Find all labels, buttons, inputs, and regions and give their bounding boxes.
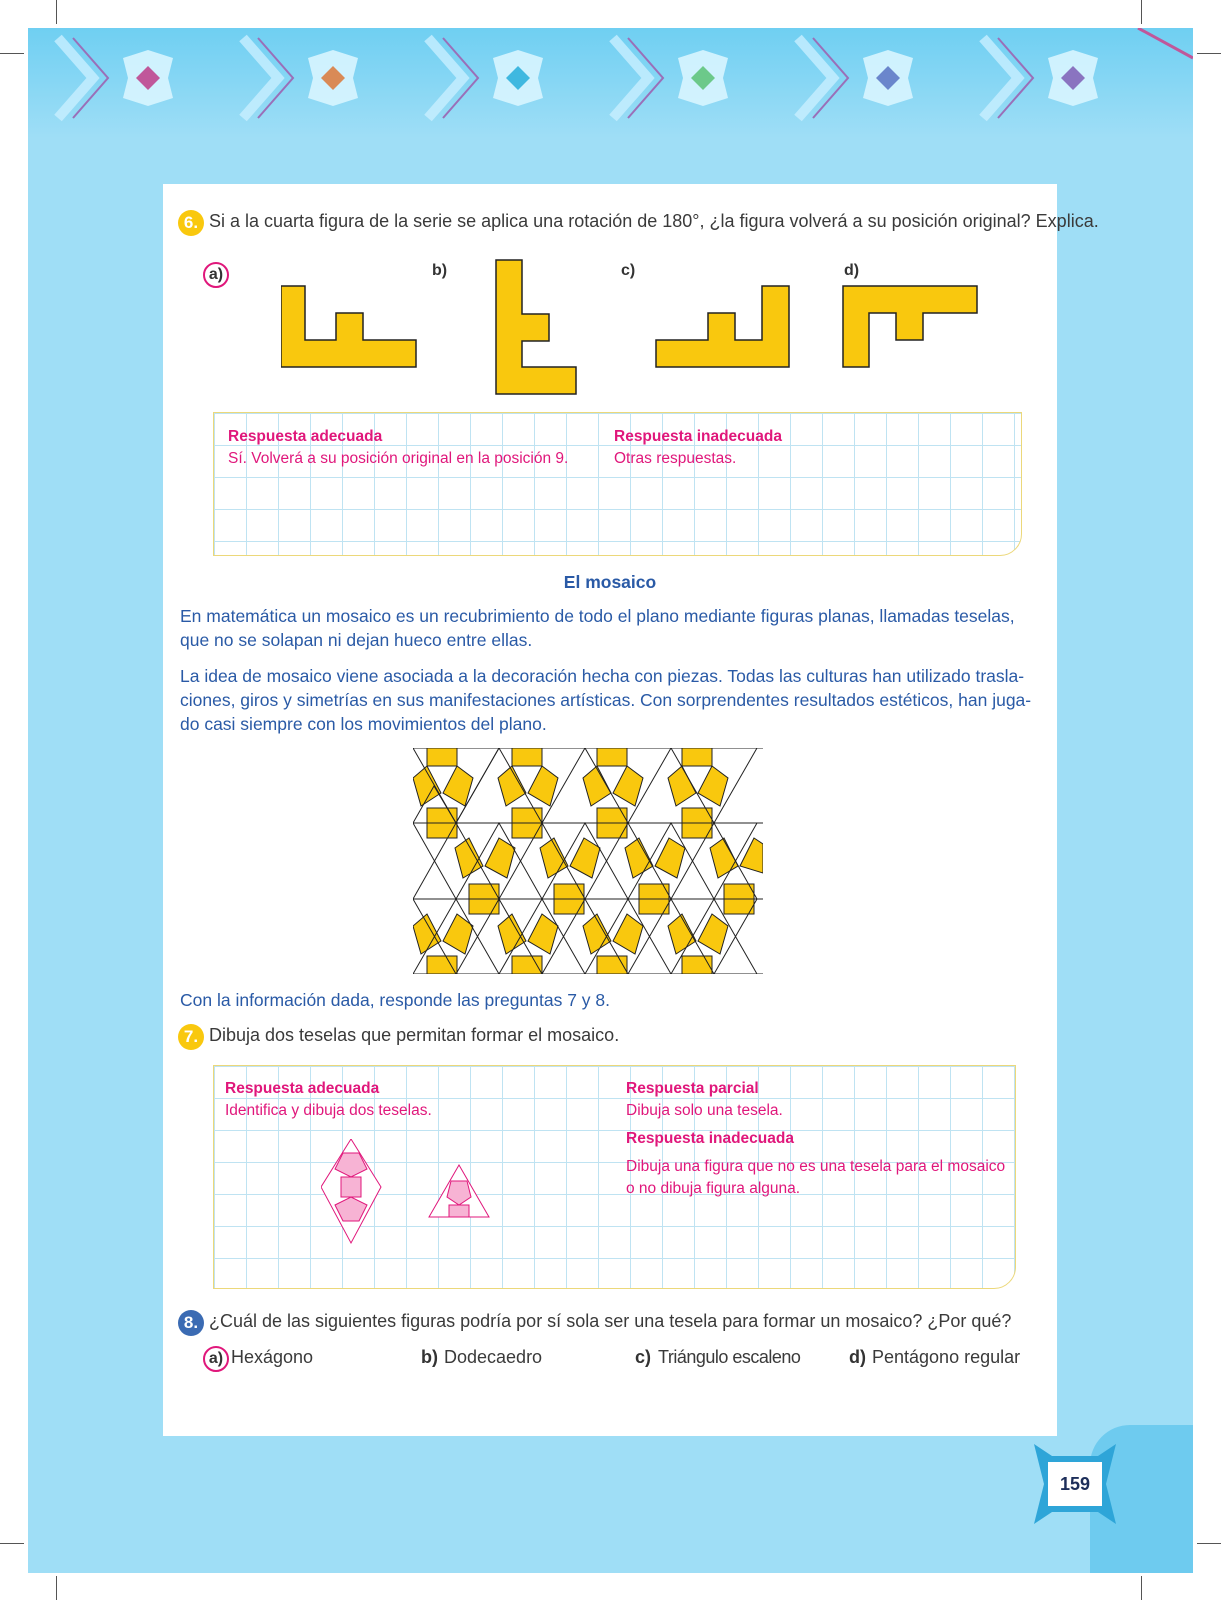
question-8-badge: 8. <box>178 1310 204 1336</box>
option-b[interactable]: b) <box>432 262 448 279</box>
rotation-figures <box>281 249 1001 399</box>
q8-option-d-text[interactable]: Pentágono regular <box>872 1347 1021 1367</box>
q6-inadequate-title: Respuesta inadecuada <box>614 428 782 445</box>
q8-option-c-text[interactable]: Triángulo escaleno <box>658 1347 801 1367</box>
q6-inadequate-text: Otras respuestas. <box>614 450 737 467</box>
option-c[interactable]: c) <box>621 262 636 279</box>
decorative-banner <box>28 28 1193 138</box>
q7-inadequate-title: Respuesta inadecuada <box>626 1130 794 1147</box>
page-number: 159 <box>1059 1474 1091 1494</box>
q8-option-d-letter[interactable]: d) <box>849 1347 866 1367</box>
question-7-text: Dibuja dos teselas que permitan formar el mosaico. <box>209 1025 620 1045</box>
instructions-text: Con la información dada, responde las preguntas 7 y 8. <box>180 990 610 1010</box>
q8-option-b-letter[interactable]: b) <box>421 1347 438 1367</box>
mosaic-illustration <box>413 748 763 974</box>
figure-d <box>843 286 977 367</box>
question-7-badge: 7. <box>178 1024 204 1050</box>
option-a-selected[interactable]: a) <box>203 262 229 288</box>
q7-inadequate-text: Dibuja una figura que no es una tesela para el mosaico o no dibuja figura alguna. <box>626 1158 1006 1197</box>
figure-c <box>656 286 789 367</box>
q8-option-a-text[interactable]: Hexágono <box>231 1347 314 1367</box>
mosaic-paragraph-2: La idea de mosaico viene asociada a la decoración hecha con piezas. Todas las culturas han utilizado trasla-ciones, giros y simetrías en sus manifestaciones artísticas. Con sorprendentes resultados estéticos, han juga-do casi siempre con los movimientos del plano. <box>180 666 1032 734</box>
tessellation-drawings <box>321 1139 501 1249</box>
option-d[interactable]: d) <box>844 262 860 279</box>
q8-option-b-text[interactable]: Dodecaedro <box>444 1347 543 1367</box>
q7-partial-text: Dibuja solo una tesela. <box>626 1102 783 1119</box>
figure-a <box>281 286 416 367</box>
section-title: El mosaico <box>563 572 657 592</box>
mosaic-paragraph-1: En matemática un mosaico es un recubrimiento de todo el plano mediante figuras planas, llamadas teselas, que no se solapan ni dejan hueco entre ellas. <box>180 606 1015 650</box>
q7-adequate-title: Respuesta adecuada <box>225 1080 380 1097</box>
figure-b <box>496 260 576 394</box>
q7-adequate-text: Identifica y dibuja dos teselas. <box>225 1102 432 1119</box>
q7-partial-title: Respuesta parcial <box>626 1080 759 1097</box>
question-8-text: ¿Cuál de las siguientes figuras podría por sí sola ser una tesela para formar un mosaico? ¿Por qué? <box>209 1311 1012 1331</box>
q6-adequate-title: Respuesta adecuada <box>228 428 383 445</box>
question-6-text: Si a la cuarta figura de la serie se aplica una rotación de 180°, ¿la figura volverá a su posición original? Explica. <box>209 211 1099 231</box>
content-sheet <box>163 184 1099 1436</box>
q6-adequate-text: Sí. Volverá a su posición original en la posición 9. <box>228 450 569 467</box>
q8-option-a-letter[interactable]: a) <box>203 1346 229 1372</box>
q8-option-c-letter[interactable]: c) <box>635 1347 652 1367</box>
question-6-badge: 6. <box>178 210 204 236</box>
